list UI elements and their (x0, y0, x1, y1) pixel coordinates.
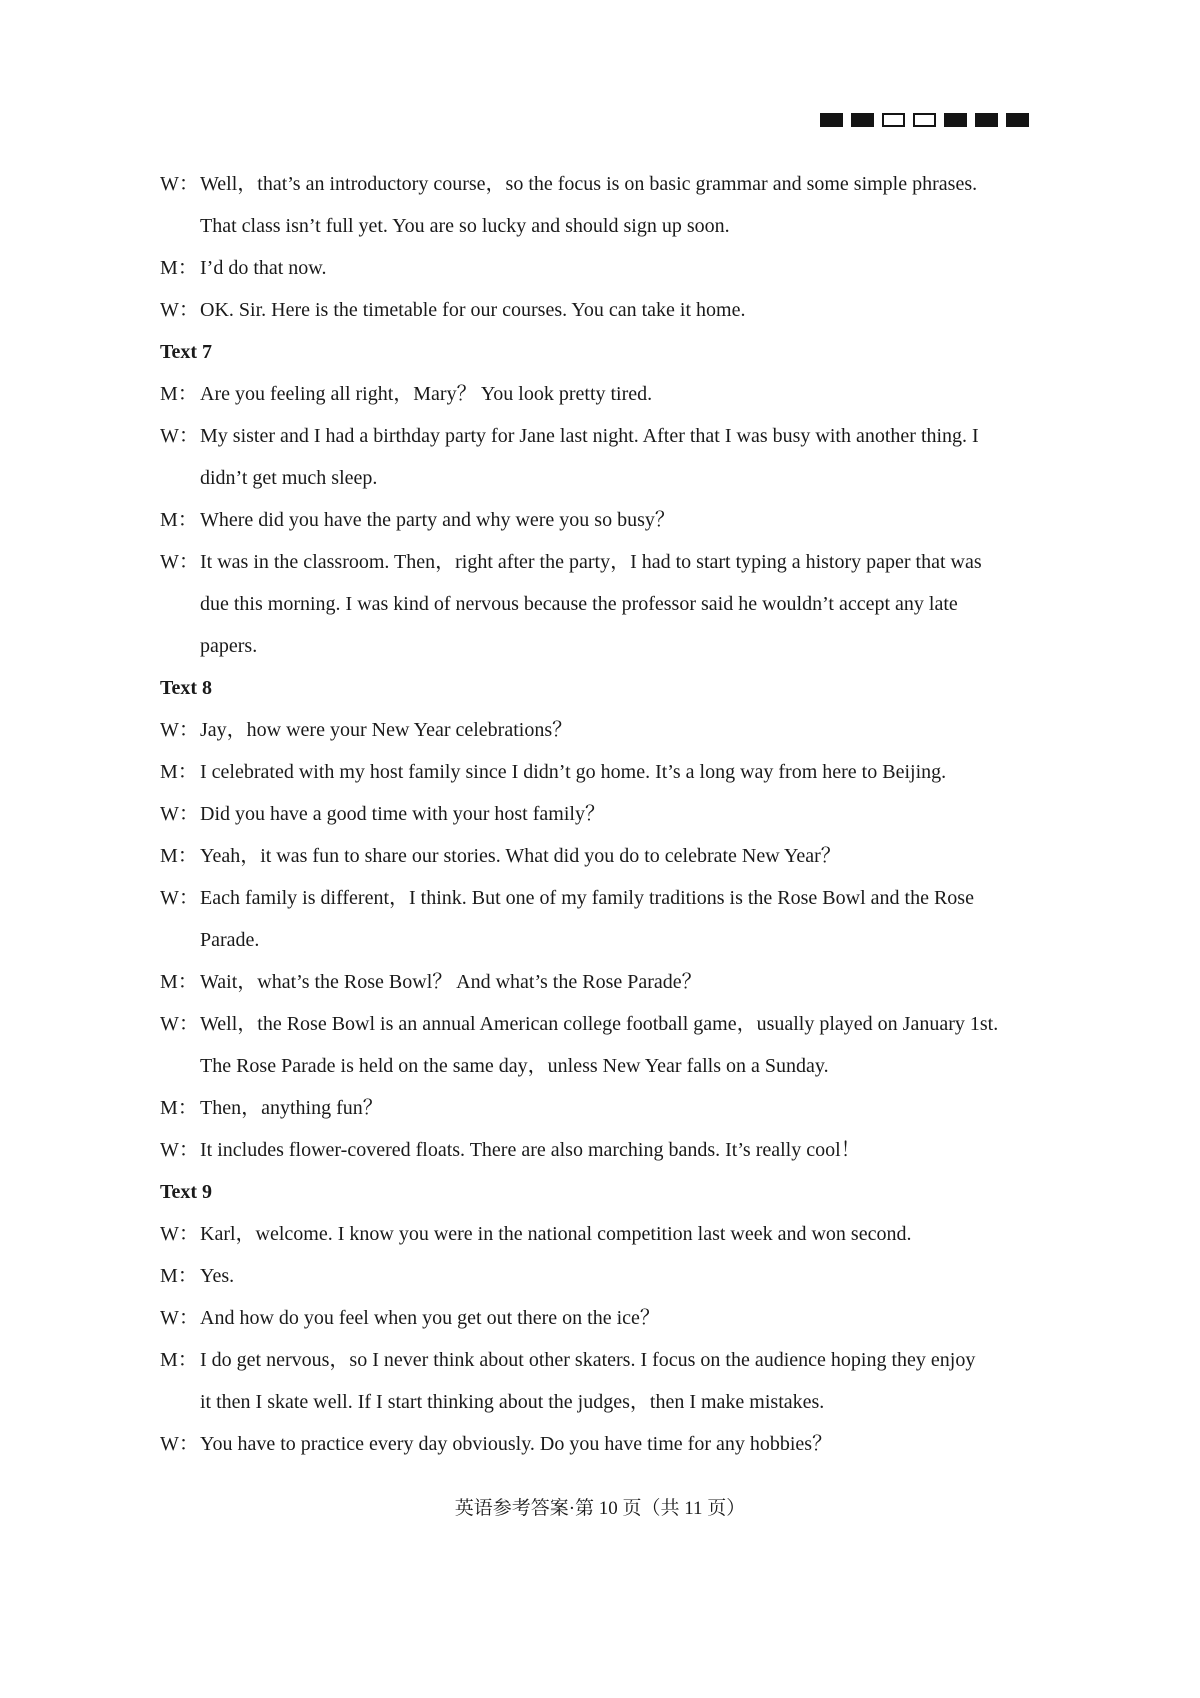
speaker-label: W： (160, 803, 199, 825)
dialogue-line (160, 835, 1090, 877)
speaker-label: M： (160, 383, 198, 405)
speaker-label: W： (160, 1433, 199, 1455)
speaker-label: M： (160, 761, 198, 783)
dialogue-line (160, 709, 1090, 751)
speaker-label: W： (160, 551, 199, 573)
dialogue-text: Wait，what’s the Rose Bowl？ And what’s the Rose Parade？ (200, 971, 702, 993)
dialogue-line (160, 1003, 1090, 1087)
speaker-label: M： (160, 845, 198, 867)
dialogue-text: Where did you have the party and why were you so busy？ (200, 509, 675, 531)
dialogue-line (160, 499, 1090, 541)
dialogue-text: Then，anything fun？ (200, 1097, 383, 1119)
dialogue-text: I do get nervous，so I never think about other skaters. I focus on the audience hoping they enjoy it then I skate well. If I start thinking about the judges，then I make mistakes. (200, 1349, 976, 1413)
dialogue-text: Yeah，it was fun to share our stories. What did you do to celebrate New Year？ (200, 845, 841, 867)
dialogue-line (160, 247, 1090, 289)
speaker-label: W： (160, 1139, 199, 1161)
dialogue-line (160, 793, 1090, 835)
dialogue-line (160, 1087, 1090, 1129)
speaker-label: M： (160, 1097, 198, 1119)
dialogue-text: Are you feeling all right，Mary？ You look pretty tired. (200, 383, 653, 405)
speaker-label: M： (160, 1265, 198, 1287)
registration-marks (820, 113, 1029, 127)
dialogue-line (160, 541, 1090, 667)
filled-square-mark (820, 113, 843, 127)
dialogue-line (160, 373, 1090, 415)
dialogue-text: It includes flower-covered floats. There are also marching bands. It’s really cool！ (200, 1139, 861, 1161)
speaker-label: M： (160, 257, 198, 279)
dialogue-line (160, 289, 1090, 331)
text-heading: Text 8 (160, 677, 213, 699)
dialogue-line (160, 1423, 1090, 1465)
dialogue-text: OK. Sir. Here is the timetable for our courses. You can take it home. (200, 299, 746, 321)
dialogue-line (160, 751, 1090, 793)
dialogue-text: Did you have a good time with your host family？ (200, 803, 605, 825)
speaker-label: W： (160, 1307, 199, 1329)
dialogue-text: Yes. (200, 1265, 235, 1287)
filled-square-mark (1006, 113, 1029, 127)
filled-square-mark (851, 113, 874, 127)
dialogue-line (160, 1255, 1090, 1297)
speaker-label: W： (160, 1013, 199, 1035)
dialogue-line (160, 1297, 1090, 1339)
filled-square-mark (944, 113, 967, 127)
speaker-label: W： (160, 719, 199, 741)
dialogue-text: Each family is different，I think. But one of my family traditions is the Rose Bowl and the Rose Parade. (200, 887, 974, 951)
outline-square-mark (882, 113, 905, 127)
dialogue-text: I’d do that now. (200, 257, 327, 279)
page-footer (0, 1496, 1200, 1522)
text-heading: Text 7 (160, 341, 213, 363)
footer-text: 英语参考答案·第 10 页（共 11 页） (454, 1498, 746, 1519)
dialogue-line (160, 415, 1090, 499)
speaker-label: W： (160, 887, 199, 909)
dialogue-line (160, 1339, 1090, 1423)
speaker-label: W： (160, 1223, 199, 1245)
speaker-label: M： (160, 509, 198, 531)
speaker-label: M： (160, 971, 198, 993)
speaker-label: M： (160, 1349, 198, 1371)
dialogue-text: And how do you feel when you get out there on the ice？ (200, 1307, 660, 1329)
filled-square-mark (975, 113, 998, 127)
outline-square-mark (913, 113, 936, 127)
dialogue-text: Well，that’s an introductory course，so the focus is on basic grammar and some simple phrases. That class isn’t full yet. You are so lucky and should sign up soon. (200, 173, 978, 237)
dialogue-line (160, 877, 1090, 961)
text-heading: Text 9 (160, 1181, 213, 1203)
dialogue-text: Karl，welcome. I know you were in the national competition last week and won second. (200, 1223, 912, 1245)
dialogue-text: It was in the classroom. Then，right after the party，I had to start typing a history paper that was due this morning. I was kind of nervous because the professor said he wouldn’t accept any late papers. (200, 551, 982, 657)
dialogue-line (160, 1213, 1090, 1255)
dialogue-line (160, 163, 1090, 247)
dialogue-text: Well，the Rose Bowl is an annual American college football game，usually played on January 1st. The Rose Parade is held on the same day，unless New Year falls on a Sunday. (200, 1013, 999, 1077)
dialogue-text: You have to practice every day obviously. Do you have time for any hobbies？ (200, 1433, 833, 1455)
speaker-label: W： (160, 299, 199, 321)
dialogue-text: I celebrated with my host family since I didn’t go home. It’s a long way from here to Beijing. (200, 761, 947, 783)
speaker-label: W： (160, 425, 199, 447)
dialogue-line (160, 961, 1090, 1003)
transcript (160, 163, 1090, 1465)
dialogue-line (160, 1129, 1090, 1171)
dialogue-text: Jay，how were your New Year celebrations？ (200, 719, 573, 741)
speaker-label: W： (160, 173, 199, 195)
dialogue-text: My sister and I had a birthday party for Jane last night. After that I was busy with another thing. I didn’t get much sleep. (200, 425, 979, 489)
